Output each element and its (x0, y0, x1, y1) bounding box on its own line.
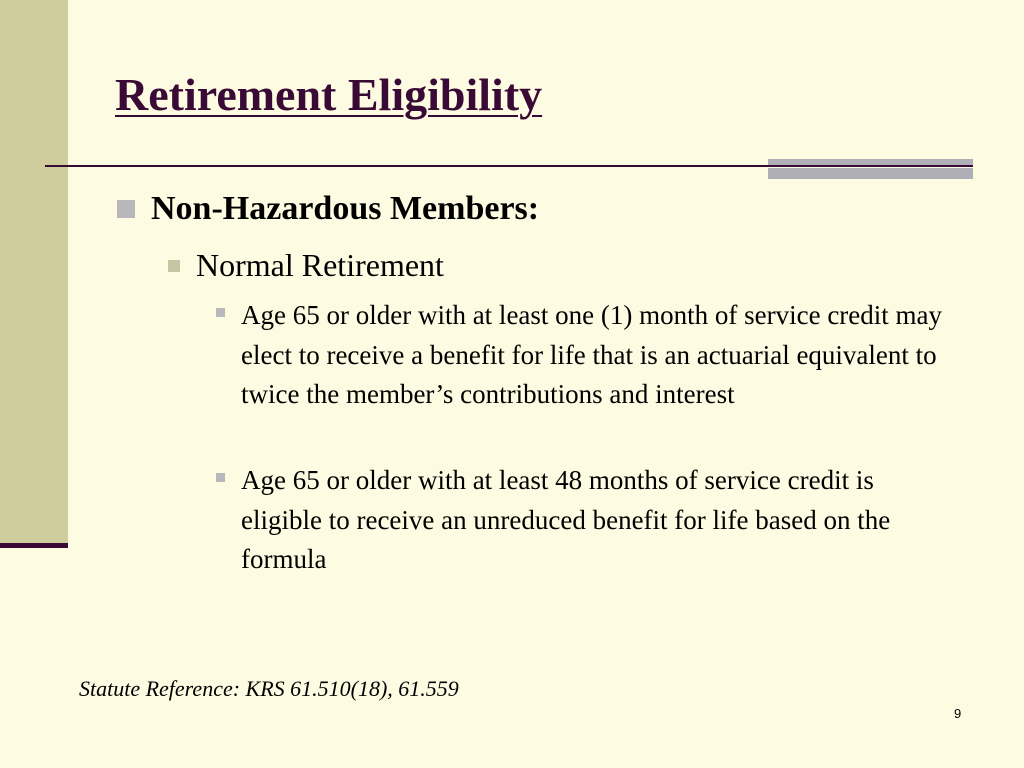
bullet-level3 (216, 461, 956, 580)
square-bullet-icon (216, 308, 225, 317)
bullet-level1-text: Non-Hazardous Members: (151, 190, 540, 227)
accent-bars (768, 159, 973, 179)
bullet-level1 (117, 190, 539, 228)
bullet-level3-text: Age 65 or older with at least 48 months of service credit is eligible to receive an unreduced benefit for life based on the formula (241, 465, 891, 574)
bullet-level3 (216, 296, 956, 415)
slide-title: Retirement Eligibility (115, 69, 543, 120)
page-number: 9 (954, 706, 962, 721)
bullet-level2 (168, 247, 444, 284)
bullet-level2-text: Normal Retirement (196, 247, 444, 283)
left-decorative-band (0, 0, 68, 543)
statute-reference: Statute Reference: KRS 61.510(18), 61.559 (79, 676, 459, 701)
left-band-underline (0, 543, 68, 548)
accent-bar-top (768, 159, 973, 165)
square-bullet-icon (168, 260, 180, 272)
square-bullet-icon (216, 473, 225, 482)
accent-bar-bottom (768, 168, 973, 179)
square-bullet-icon (117, 200, 135, 218)
bullet-level3-text: Age 65 or older with at least one (1) month of service credit may elect to receive a benefit for life that is an actuarial equivalent to twice the member’s contributions and interest (241, 300, 943, 409)
